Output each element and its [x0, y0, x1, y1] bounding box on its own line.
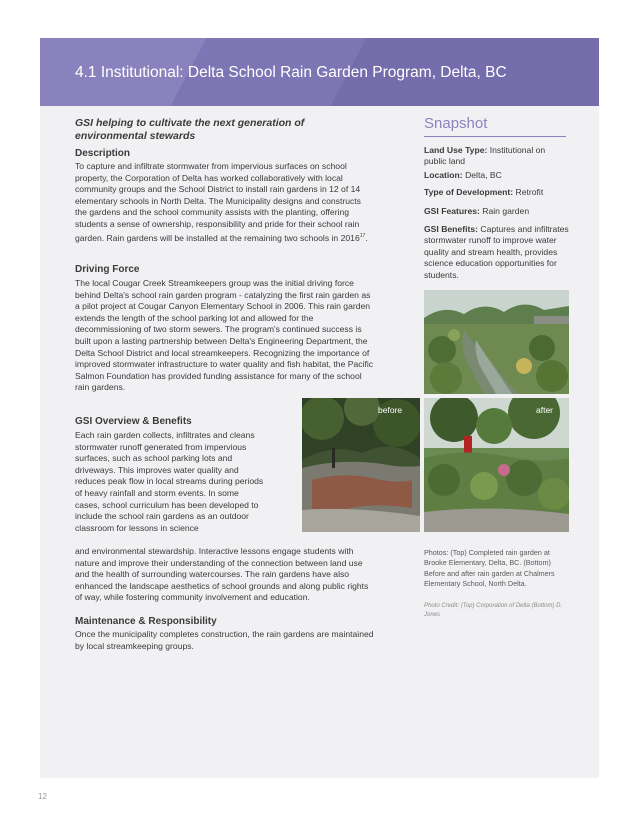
photo-caption: Photos: (Top) Completed rain garden at Brooke Elementary, Delta, BC. (Bottom) Before and after rain garden at Chalmers Elementary School, North Delta. [424, 548, 555, 589]
driving-force-heading: Driving Force [75, 264, 140, 275]
snapshot-land-use: Land Use Type: Institutional on public land [424, 145, 546, 167]
snapshot-title: Snapshot [424, 115, 488, 132]
driving-force-body: The local Cougar Creek Streamkeepers group was the initial driving force behind Delta's school rain garden program - catalyzing the first rain garden as a pilot project at Cougar Canyon Elementary School in 2006. This rain garden extends the length of the school parking lot and allowed for the decommissioning of two storm sewers. The program's continued success is built upon a lasting partnership between Delta's Engineering Department, the Delta School District and local streamkeepers. Recognizing the importance of improved stormwater infrastructure to water quality and fish habitat, the Pacific Salmon Foundation has provided funding assistance for many of the school rain gardens. [75, 278, 374, 393]
overview-body-narrow: Each rain garden collects, infiltrates and cleans stormwater runoff generated from impervious surfaces, such as school parking lots and driveways. This improves water quality and reduces peak flow in local streams during periods of heavy rainfall and storm events. In some cases, school curriculum has been developed to include the school rain gardens as an outdoor classroom for lessons in science [75, 430, 264, 533]
snapshot-location: Location: Delta, BC [424, 170, 502, 180]
page-number: 12 [38, 792, 47, 801]
maintenance-heading: Maintenance & Responsibility [75, 616, 217, 627]
snapshot-divider [424, 136, 566, 137]
before-label: before [378, 405, 403, 415]
snapshot-gsi-benefits: GSI Benefits: Captures and infiltrates stormwater runoff to improve water quality and stream health, provides science education opportunities for students. [424, 224, 569, 280]
page-title: 4.1 Institutional: Delta School Rain Garden Program, Delta, BC [75, 64, 507, 81]
after-label: after [536, 405, 554, 415]
overview-body-wide: and environmental stewardship. Interactive lessons engage students with nature and improve their understanding of the connection between land use and the health of surrounding watercourses. The rain gardens have also enhanced the landscape aesthetics of school grounds and along public rights of way, while fostering community involvement and education. [75, 546, 369, 603]
photo-credit: Photo Credit: (Top) Corporation of Delta (Bottom) D. Jones [424, 603, 563, 618]
before-photo [302, 398, 420, 532]
snapshot-gsi-features: GSI Features: Rain garden [424, 206, 530, 216]
rain-garden-photo [424, 290, 569, 394]
overview-heading: GSI Overview & Benefits [75, 416, 192, 427]
after-photo [424, 398, 569, 532]
maintenance-body: Once the municipality completes construction, the rain gardens are maintained by local streamkeeping groups. [75, 629, 374, 651]
tagline: GSI helping to cultivate the next generation of environmental stewards [75, 117, 305, 142]
description-heading: Description [75, 148, 131, 159]
snapshot-development-type: Type of Development: Retrofit [424, 187, 544, 197]
description-body: To capture and infiltrate stormwater from impervious surfaces on school property, the Corporation of Delta has worked collaboratively with local community groups and the School District to install rain gardens in 12 of 14 elementary schools in North Delta. The Municipality designs and constructs the gardens and the school community assists with the planting, offering students a sense of ownership, responsibility and pride for their school rain garden. Rain gardens will be installed at the remaining two schools in 2016$^{17}$. [75, 161, 368, 243]
